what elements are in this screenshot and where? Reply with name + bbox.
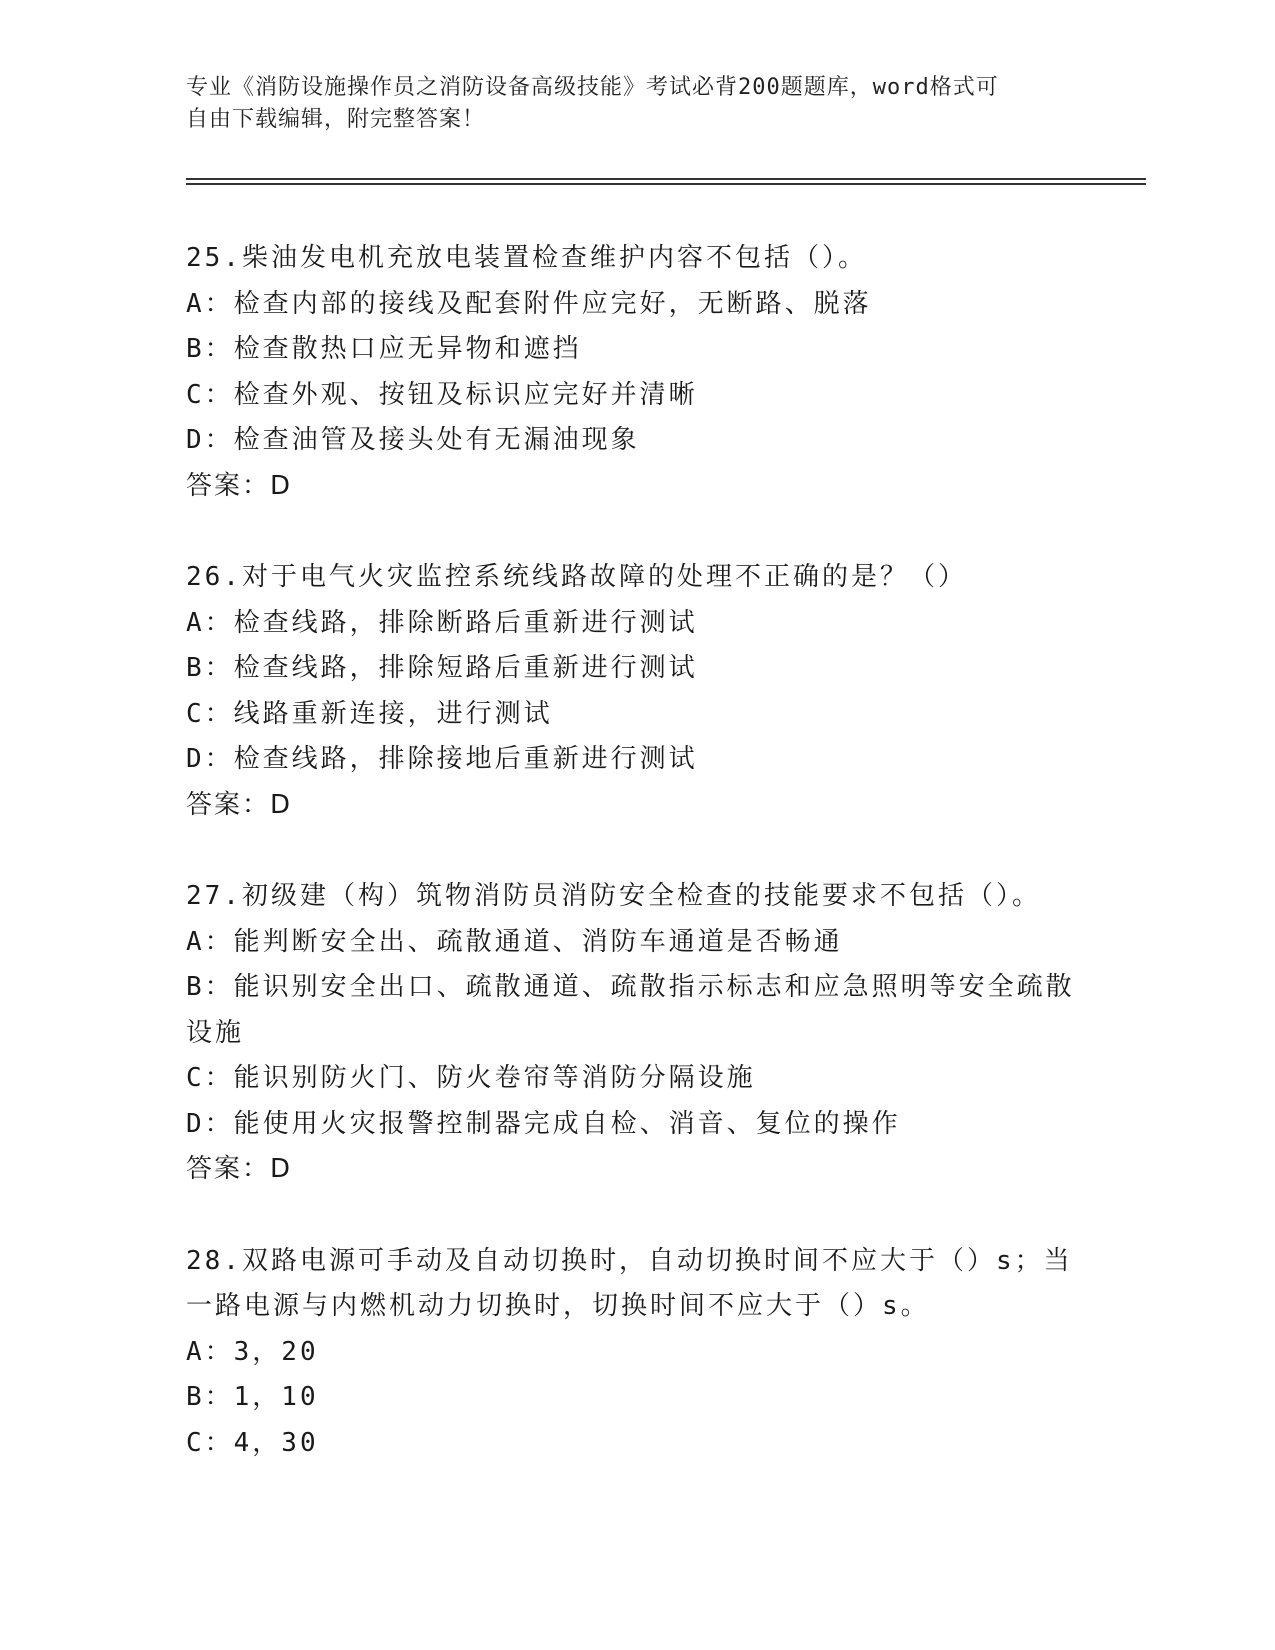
answer-option: C：线路重新连接，进行测试 [186, 698, 553, 729]
answer-option: D：能使用火灾报警控制器完成自检、消音、复位的操作 [186, 1108, 901, 1139]
answer-option: D：检查油管及接头处有无漏油现象 [186, 425, 640, 455]
question-stem: 25.柴油发电机充放电装置检查维护内容不包括（）。 [186, 243, 867, 273]
answer-option: D：检查线路，排除接地后重新进行测试 [186, 744, 698, 774]
header-line-1: 专业《消防设施操作员之消防设备高级技能》考试必背200题题库，word格式可 [186, 75, 999, 100]
answer-option: A：检查线路，排除断路后重新进行测试 [186, 607, 698, 638]
header-line-2: 自由下载编辑，附完整答案！ [186, 107, 486, 132]
answer-option: C：检查外观、按钮及标识应完好并清晰 [186, 379, 698, 410]
header-divider-top [186, 178, 1146, 180]
answer-option: C：4，30 [186, 1427, 319, 1458]
answer-option: 设施 [186, 1017, 245, 1048]
answer-option: B：1，10 [186, 1382, 319, 1412]
question-stem: 28.双路电源可手动及自动切换时，自动切换时间不应大于（）s；当 [186, 1245, 1073, 1276]
question-block [186, 555, 1086, 828]
answer-key: 答案：D [186, 470, 293, 501]
question-stem: 26.对于电气火灾监控系统线路故障的处理不正确的是？（） [186, 562, 967, 592]
question-stem: 27.初级建（构）筑物消防员消防安全检查的技能要求不包括（）。 [186, 881, 1041, 911]
answer-key: 答案：D [186, 1154, 293, 1184]
answer-key: 答案：D [186, 789, 293, 820]
question-block [186, 236, 1086, 509]
answer-option: C：能识别防火门、防火卷帘等消防分隔设施 [186, 1063, 756, 1093]
answer-option: A：3，20 [186, 1336, 319, 1367]
question-list [186, 236, 1086, 1512]
question-block [186, 1239, 1086, 1467]
question-block [186, 874, 1086, 1193]
header-divider-bottom [186, 183, 1146, 185]
question-stem: 一路电源与内燃机动力切换时，切换时间不应大于（）s。 [186, 1291, 930, 1321]
document-header [186, 72, 1066, 136]
answer-option: B：检查散热口应无异物和遮挡 [186, 334, 582, 364]
answer-option: B：能识别安全出口、疏散通道、疏散指示标志和应急照明等安全疏散 [186, 972, 1075, 1002]
answer-option: A：检查内部的接线及配套附件应完好，无断路、脱落 [186, 288, 872, 319]
answer-option: A：能判断安全出、疏散通道、消防车通道是否畅通 [186, 926, 843, 957]
answer-option: B：检查线路，排除短路后重新进行测试 [186, 653, 698, 683]
